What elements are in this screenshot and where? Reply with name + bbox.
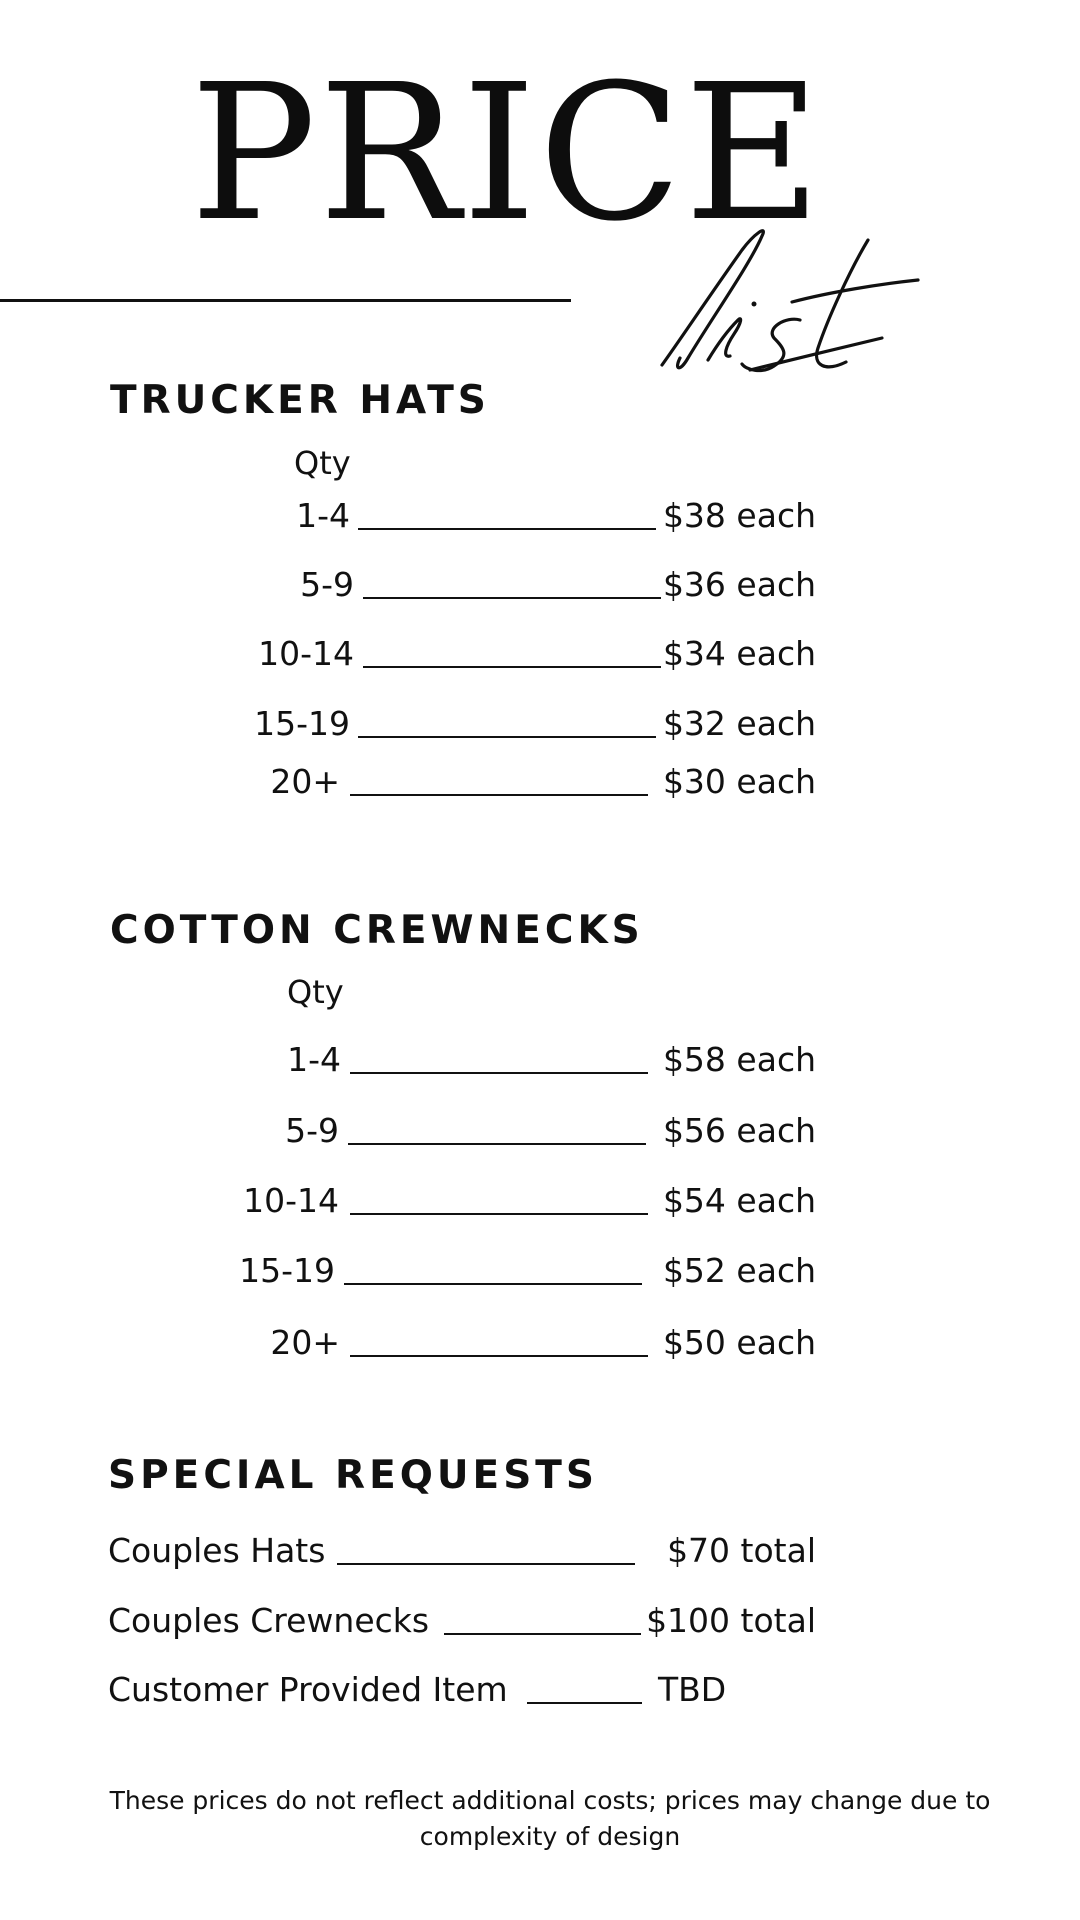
unit-price: $32 each [662,704,816,743]
request-name: Couples Crewnecks [108,1601,430,1640]
pricing-disclaimer: These prices do not reflect additional costs; prices may change due to complexity of design [109,1786,991,1851]
qty-range: 1-4 [296,496,350,535]
leader-line [350,1072,648,1074]
leader-line [350,794,648,796]
leader-line [363,597,661,599]
qty-range: 1-4 [287,1040,341,1079]
qty-range: 5-9 [285,1111,339,1150]
price-row [0,1323,816,1363]
leader-line [358,528,656,530]
leader-line [350,1213,648,1215]
unit-price: $54 each [662,1181,816,1220]
qty-label: Qty [294,444,351,482]
title-list-script [650,220,920,380]
unit-price: $52 each [662,1251,816,1290]
leader-line [337,1563,635,1565]
request-price: $70 total [667,1531,816,1570]
leader-line [358,736,656,738]
unit-price: $34 each [662,634,816,673]
unit-price: $36 each [662,565,816,604]
special-request-row [108,1529,816,1571]
leader-line [348,1143,646,1145]
unit-price: $56 each [662,1111,816,1150]
request-name: Couples Hats [108,1531,326,1570]
title-divider [0,299,571,302]
qty-label: Qty [287,973,344,1011]
qty-range: 20+ [270,1323,340,1362]
leader-line [527,1702,642,1704]
price-row [0,634,816,674]
request-name: Customer Provided Item [108,1670,508,1709]
section-heading-trucker-hats: TRUCKER HATS [110,378,490,423]
price-row [0,762,816,802]
price-row [0,1111,816,1151]
price-row [0,1040,816,1080]
leader-line [344,1283,642,1285]
qty-range: 5-9 [300,565,354,604]
title-price: PRICE [190,44,824,263]
qty-range: 15-19 [254,704,350,743]
qty-range: 15-19 [239,1251,335,1290]
leader-line [350,1355,648,1357]
qty-range: 10-14 [243,1181,339,1220]
special-request-row [108,1668,816,1710]
request-price: TBD [658,1670,727,1709]
leader-line [444,1633,641,1635]
section-heading-special-requests: SPECIAL REQUESTS [108,1453,598,1498]
qty-range: 20+ [270,762,340,801]
price-row [0,1251,816,1291]
unit-price: $58 each [662,1040,816,1079]
price-row [0,496,816,536]
unit-price: $38 each [662,496,816,535]
qty-range: 10-14 [258,634,354,673]
price-row [0,565,816,605]
unit-price: $50 each [662,1323,816,1362]
price-row [0,1181,816,1221]
price-row [0,704,816,744]
section-heading-cotton-crewnecks: COTTON CREWNECKS [110,908,644,953]
request-price: $100 total [646,1601,816,1640]
leader-line [363,666,661,668]
unit-price: $30 each [662,762,816,801]
special-request-row [108,1599,816,1641]
